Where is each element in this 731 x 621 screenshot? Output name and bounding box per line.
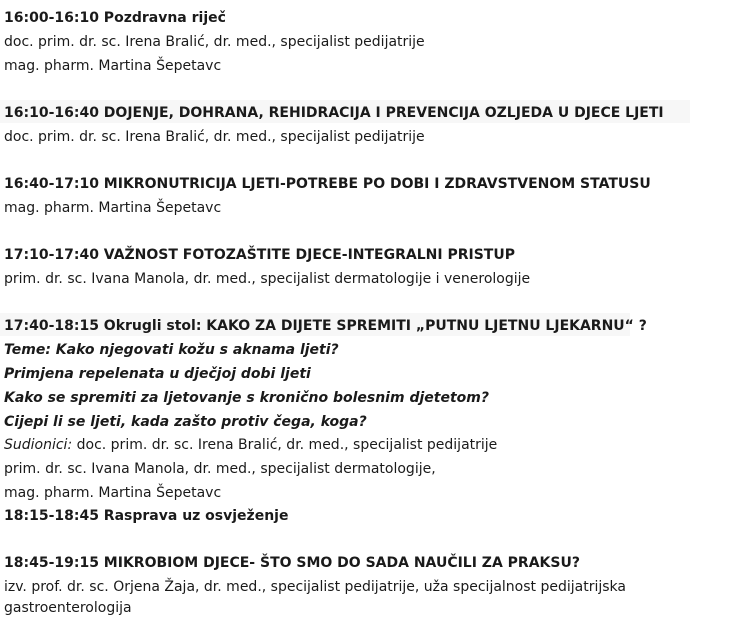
round-table-topic-4: Cijepi li se ljeti, kada zašto protiv čega, koga? bbox=[4, 414, 367, 430]
session-5-title: 17:40-18:15 Okrugli stol: KAKO ZA DIJETE SPREMITI „PUTNU LJETNU LJEKARNU“ ? bbox=[4, 318, 647, 334]
session-1-speaker-1: doc. prim. dr. sc. Irena Bralić, dr. med., specijalist pedijatrije bbox=[4, 34, 425, 50]
participant-1: doc. prim. dr. sc. Irena Bralić, dr. med., specijalist pedijatrije bbox=[72, 437, 498, 453]
round-table-topic-3: Kako se spremiti za ljetovanje s kronično bolesnim djetetom? bbox=[4, 390, 489, 406]
participant-2: prim. dr. sc. Ivana Manola, dr. med., specijalist dermatologije, bbox=[4, 461, 436, 477]
round-table-topic-1: Teme: Kako njegovati kožu s aknama ljeti? bbox=[4, 342, 339, 358]
session-4-speaker-1: prim. dr. sc. Ivana Manola, dr. med., specijalist dermatologije i venerologije bbox=[4, 271, 531, 287]
session-2-title: 16:10-16:40 DOJENJE, DOHRANA, REHIDRACIJA I PREVENCIJA OZLJEDA U DJECE LJETI bbox=[4, 105, 664, 121]
participant-3: mag. pharm. Martina Šepetavc bbox=[4, 485, 222, 501]
session-7-speaker-1: izv. prof. dr. sc. Orjena Žaja, dr. med., specijalist pedijatrije, uža specijalnost pedijatrijska bbox=[4, 579, 626, 595]
round-table-participants-line-1 bbox=[4, 436, 497, 454]
session-7-speaker-2: gastroenterologija bbox=[4, 600, 132, 616]
session-7-title: 18:45-19:15 MIKROBIOM DJECE- ŠTO SMO DO SADA NAUČILI ZA PRAKSU? bbox=[4, 555, 580, 571]
session-2-speaker-1: doc. prim. dr. sc. Irena Bralić, dr. med., specijalist pedijatrije bbox=[4, 129, 425, 145]
round-table-topic-2: Primjena repelenata u dječjoj dobi ljeti bbox=[4, 366, 311, 382]
session-3-title: 16:40-17:10 MIKRONUTRICIJA LJETI-POTREBE PO DOBI I ZDRAVSTVENOM STATUSU bbox=[4, 176, 651, 192]
session-4-title: 17:10-17:40 VAŽNOST FOTOZAŠTITE DJECE-INTEGRALNI PRISTUP bbox=[4, 247, 515, 263]
session-1-title: 16:00-16:10 Pozdravna riječ bbox=[4, 10, 226, 26]
participants-label: Sudionici: bbox=[4, 437, 73, 453]
session-3-speaker-1: mag. pharm. Martina Šepetavc bbox=[4, 200, 222, 216]
session-1-speaker-2: mag. pharm. Martina Šepetavc bbox=[4, 58, 222, 74]
session-6-title: 18:15-18:45 Rasprava uz osvježenje bbox=[4, 508, 289, 524]
